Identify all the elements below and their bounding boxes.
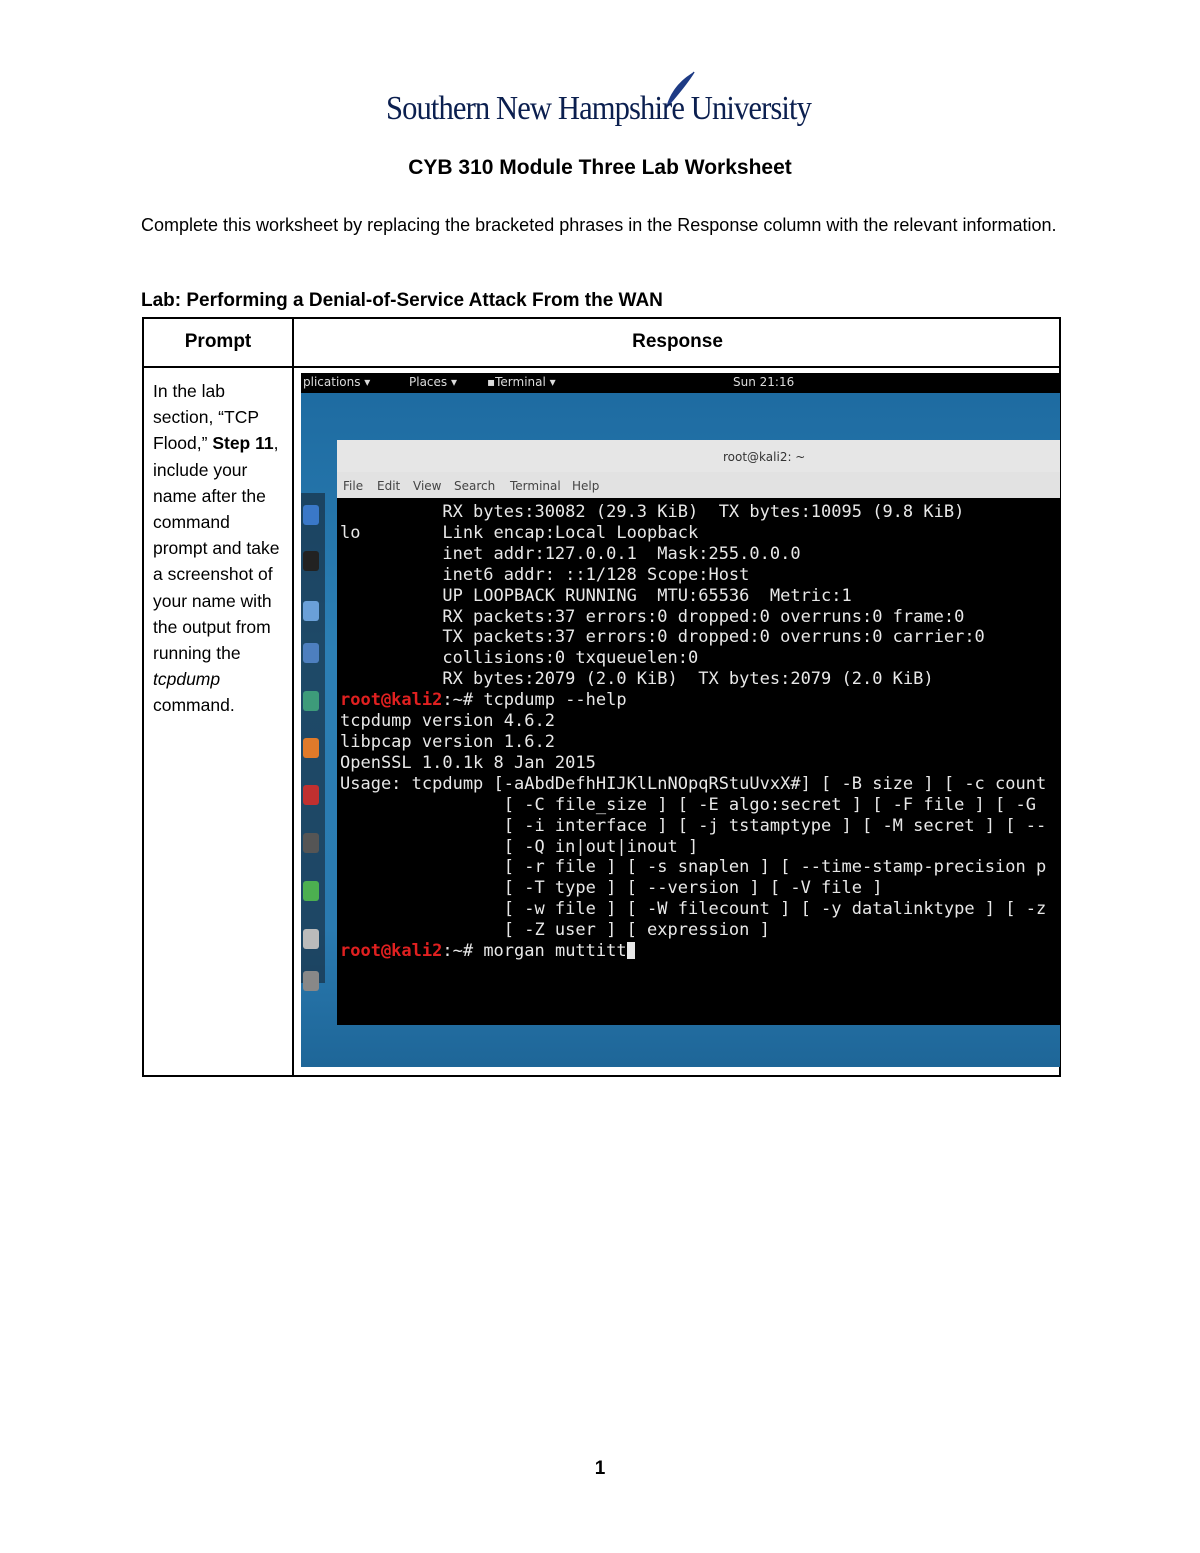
prompt-suffix: :~# — [442, 941, 484, 962]
app-grid-icon — [303, 971, 319, 991]
menu-search: Search — [454, 479, 496, 493]
places-menu: Places ▾ — [409, 375, 457, 389]
output-line: [ -w file ] [ -W filecount ] [ -y datalinktype ] [ -z — [340, 899, 1047, 920]
logo-text: Southern New Hampshire University — [386, 90, 811, 127]
instructions: Complete this worksheet by replacing the bracketed phrases in the Response column with the relevant information. — [141, 215, 1057, 235]
command-text: morgan muttitt — [483, 941, 627, 962]
output-line: inet6 addr: ::1/128 Scope:Host — [340, 564, 750, 585]
output-line: lo Link encap:Local Loopback — [340, 522, 699, 543]
output-line: libpcap version 1.6.2 — [340, 731, 555, 752]
notes-icon — [303, 881, 319, 901]
files-icon — [303, 601, 319, 621]
menu-terminal: Terminal — [510, 479, 561, 493]
university-logo — [386, 70, 816, 140]
desktop-top-bar — [301, 373, 1060, 393]
output-line: RX bytes:2079 (2.0 KiB) TX bytes:2079 (2.0 KiB) — [340, 669, 934, 690]
terminal-titlebar — [337, 440, 1060, 472]
terminal-output — [340, 502, 1046, 962]
menu-file: File — [343, 479, 364, 493]
output-line: OpenSSL 1.0.1k 8 Jan 2015 — [340, 752, 596, 773]
metasploit-icon — [303, 643, 319, 663]
menu-help: Help — [572, 479, 600, 493]
prompt-suffix: :~# — [442, 690, 484, 711]
menu-view: View — [413, 479, 442, 493]
settings-icon — [303, 929, 319, 949]
prompt-user: root@kali2 — [340, 941, 443, 962]
column-divider — [292, 319, 294, 1075]
clock: Sun 21:16 — [733, 375, 795, 389]
terminal-window — [337, 440, 1060, 1025]
command-line — [340, 690, 1046, 711]
terminal-menu: ▪Terminal ▾ — [487, 375, 556, 389]
menu-edit: Edit — [377, 479, 401, 493]
command-line — [340, 941, 1046, 962]
red-app-icon — [303, 785, 319, 805]
output-line: tcpdump version 4.6.2 — [340, 711, 555, 732]
dock — [301, 493, 325, 983]
armitage-icon — [303, 691, 319, 711]
browser-icon — [303, 505, 319, 525]
output-line: [ -Z user ] [ expression ] — [340, 920, 770, 941]
header-divider — [144, 366, 1059, 368]
window-title: root@kali2: ~ — [723, 450, 806, 464]
output-line: collisions:0 txqueuelen:0 — [340, 648, 699, 669]
output-line: inet addr:127.0.0.1 Mask:255.0.0.0 — [340, 543, 801, 564]
output-line: [ -Q in|out|inout ] — [340, 836, 699, 857]
prompt-user: root@kali2 — [340, 690, 443, 711]
output-line: RX bytes:30082 (29.3 KiB) TX bytes:10095 (9.8 KiB) — [340, 502, 965, 522]
terminal-screenshot — [301, 373, 1060, 1067]
page-title: CYB 310 Module Three Lab Worksheet — [408, 156, 792, 179]
command-text: tcpdump --help — [483, 690, 627, 711]
text-cursor — [627, 942, 635, 959]
tool-icon — [303, 833, 319, 853]
applications-menu: plications ▾ — [303, 375, 371, 389]
header-prompt: Prompt — [184, 331, 252, 352]
header-response: Response — [632, 331, 723, 352]
output-line: RX packets:37 errors:0 dropped:0 overruns:0 frame:0 — [340, 606, 965, 627]
prompt-cell — [153, 378, 285, 719]
prompt-step: Step 11 — [212, 433, 274, 454]
terminal-menubar — [337, 472, 1060, 498]
prompt-text-part: In the lab section, “TCP Flood,” — [153, 381, 259, 454]
output-line: [ -C file_size ] [ -E algo:secret ] [ -F file ] [ -G — [340, 794, 1036, 815]
output-line: [ -T type ] [ --version ] [ -V file ] — [340, 878, 883, 899]
output-line: UP LOOPBACK RUNNING MTU:65536 Metric:1 — [340, 585, 852, 606]
output-line: [ -i interface ] [ -j tstamptype ] [ -M secret ] [ -- — [340, 815, 1047, 836]
lab-heading: Lab: Performing a Denial-of-Service Attack From the WAN — [141, 290, 663, 311]
output-line: Usage: tcpdump [-aAbdDefhHIJKlLnNOpqRStuUvxX#] [ -B size ] [ -c count — [340, 773, 1047, 794]
prompt-text-part: command. — [153, 695, 235, 716]
prompt-text-part: , include your name after the command prompt and take a screenshot of your name with the output from running the — [153, 433, 280, 664]
terminal-app-icon — [303, 551, 319, 571]
burp-icon — [303, 738, 319, 758]
output-line: TX packets:37 errors:0 dropped:0 overruns:0 carrier:0 — [340, 627, 985, 648]
page-number: 1 — [594, 1458, 606, 1479]
output-line: [ -r file ] [ -s snaplen ] [ --time-stamp-precision p — [340, 857, 1047, 878]
prompt-command: tcpdump — [153, 669, 221, 690]
